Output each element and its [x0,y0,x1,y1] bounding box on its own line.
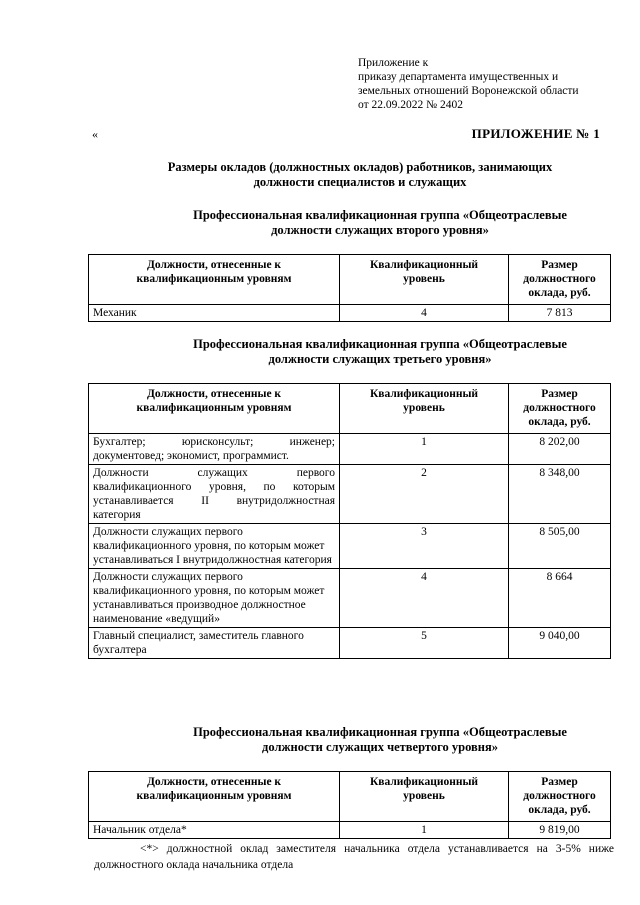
cell-level: 5 [340,628,509,659]
header-positions: Должности, отнесенные к квалификационным уровням [89,255,340,305]
appendix-title: ПРИЛОЖЕНИЕ № 1 [471,126,600,141]
salary-table-second-level [88,254,611,322]
document-title [100,160,620,190]
group-heading-line: должности служащих второго уровня» [271,223,489,237]
salary-table-fourth-level [88,771,611,839]
cell-salary: 8 348,00 [509,465,611,524]
cell-position: Бухгалтер; юрисконсульт; инженер; документовед; экономист, программист. [89,434,340,465]
cell-position: Должности служащих первого квалификационного уровня, по которым может устанавливаться производное должностное наименование «ведущий» [89,569,340,628]
group-heading-line: Профессиональная квалификационная группа «Общеотраслевые [193,725,567,739]
group-heading-second-level [100,208,640,238]
cell-position: Главный специалист, заместитель главного бухгалтера [89,628,340,659]
opening-quote: « [92,127,98,141]
table-row [89,569,611,628]
header-salary: Размер должностного оклада, руб. [509,384,611,434]
appendix-note-line: приказу департамента имущественных и [358,71,559,83]
group-heading-third-level [100,337,640,367]
appendix-note-line: от 22.09.2022 № 2402 [358,99,463,111]
table-row [89,628,611,659]
cell-position: Должности служащих первого квалификационного уровня, по которым может устанавливаться I внутридолжностная категория [89,524,340,569]
group-heading-line: должности служащих третьего уровня» [268,352,492,366]
cell-position: Начальник отдела* [89,822,340,839]
cell-salary: 7 813 [509,305,611,322]
cell-salary: 8 202,00 [509,434,611,465]
table-row [89,305,611,322]
cell-level: 1 [340,434,509,465]
table-row [89,434,611,465]
footnote: <*> должностной оклад заместителя начальника отдела устанавливается на 3-5% ниже должностного оклада начальника отдела [94,843,614,871]
cell-level: 4 [340,305,509,322]
header-qualification-level: Квалификационный уровень [340,772,509,822]
appendix-note-line: Приложение к [358,57,429,69]
appendix-note-line: земельных отношений Воронежской области [358,85,579,97]
appendix-note [358,56,628,112]
group-heading-line: Профессиональная квалификационная группа «Общеотраслевые [193,337,567,351]
table-row [89,822,611,839]
table-header-row [89,772,611,822]
table-row [89,465,611,524]
cell-salary: 8 505,00 [509,524,611,569]
cell-level: 2 [340,465,509,524]
group-heading-line: должности служащих четвертого уровня» [262,740,498,754]
header-positions: Должности, отнесенные к квалификационным уровням [89,772,340,822]
document-title-line: должности специалистов и служащих [253,175,467,189]
cell-salary: 9 819,00 [509,822,611,839]
group-heading-line: Профессиональная квалификационная группа «Общеотраслевые [193,208,567,222]
table-header-row [89,384,611,434]
header-positions: Должности, отнесенные к квалификационным уровням [89,384,340,434]
cell-position: Должности служащих первого квалификационного уровня, по которым устанавливается II внутридолжностная категория [89,465,340,524]
table-row [89,524,611,569]
header-qualification-level: Квалификационный уровень [340,384,509,434]
table-header-row [89,255,611,305]
header-salary: Размер должностного оклада, руб. [509,772,611,822]
cell-level: 4 [340,569,509,628]
salary-table-third-level [88,383,611,659]
cell-salary: 8 664 [509,569,611,628]
header-salary: Размер должностного оклада, руб. [509,255,611,305]
cell-salary: 9 040,00 [509,628,611,659]
cell-level: 1 [340,822,509,839]
cell-position: Механик [89,305,340,322]
document-title-line: Размеры окладов (должностных окладов) работников, занимающих [167,160,553,174]
cell-level: 3 [340,524,509,569]
header-qualification-level: Квалификационный уровень [340,255,509,305]
group-heading-fourth-level [100,725,640,755]
